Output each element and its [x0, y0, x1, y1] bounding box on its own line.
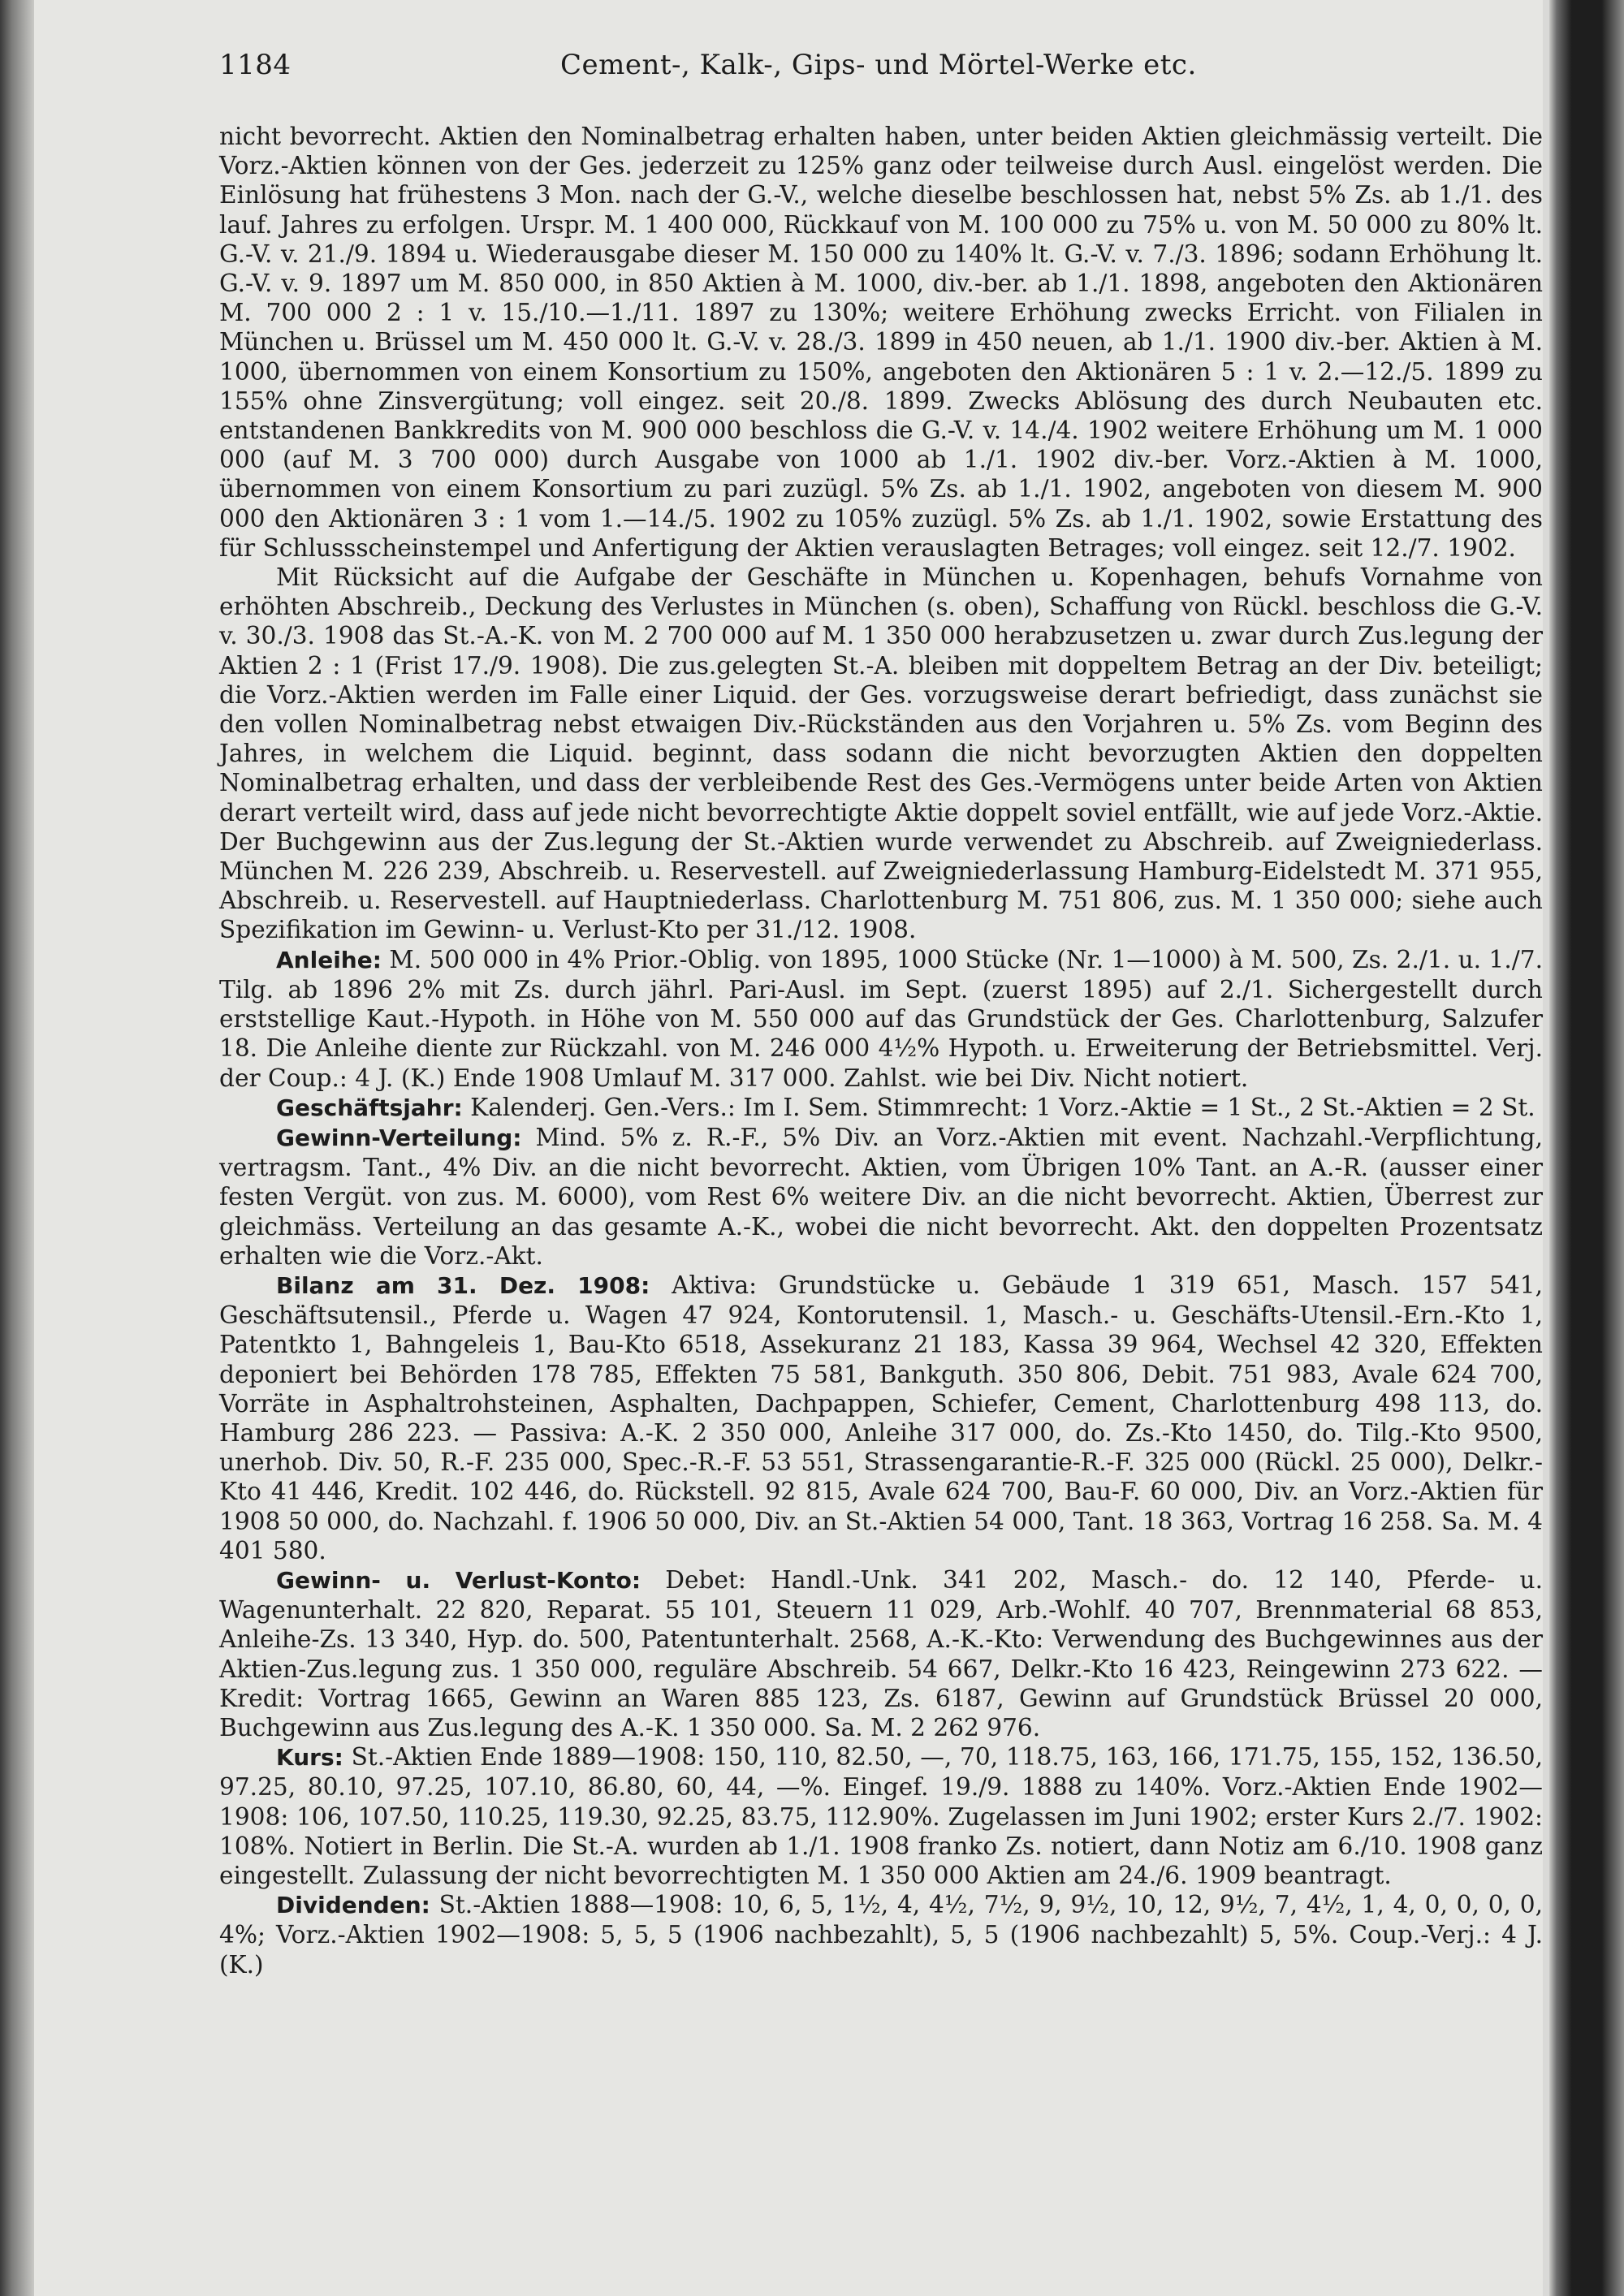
- paragraph-fiscal-year: [219, 1093, 1543, 1123]
- left-binding-shadow: [0, 0, 34, 2296]
- paragraph-heading: Kurs:: [276, 1744, 343, 1772]
- paragraph-heading: Anleihe:: [276, 946, 382, 973]
- paragraph-profit-loss: [219, 1565, 1543, 1742]
- paragraph-text: St.-Aktien Ende 1889—1908: 150, 110, 82.50, —, 70, 118.75, 163, 166, 171.75, 155, 152, 136.50, 97.25, 80.10, 97.25, 107.10, 86.80, 60, 44, —%. Eingef. 19./9. 1888 zu 140%. Vorz.-Aktien Ende 1902—1908: 106, 107.50, 110.25, 119.30, 92.25, 83.75, 112.90%. Zugelassen im Juni 1902; erster Kurs 2./7. 1902: 108%. Notiert in Berlin. Die St.-A. wurden ab 1./1. 1908 franko Zs. notiert, dann Notiz am 6./10. 1908 ganz eingestellt. Zulassung der nicht bevorrechtigten M. 1 350 000 Aktien am 24./6. 1909 beantragt.: [219, 1743, 1543, 1889]
- paragraph-text: Debet: Handl.-Unk. 341 202, Masch.- do. 12 140, Pferde- u. Wagenunterhalt. 22 820, Reparat. 55 101, Steuern 11 029, Arb.-Wohlf. 40 707, Brennmaterial 68 853, Anleihe-Zs. 13 340, Hyp. do. 500, Patentunterhalt. 2568, A.-K.-Kto: Verwendung des Buchgewinnes aus der Aktien-Zus.legung zus. 1 350 000, reguläre Abschreib. 54 667, Delkr.-Kto 16 423, Reingewinn 273 622. — Kredit: Vortrag 1665, Gewinn an Waren 885 123, Zs. 6187, Gewinn auf Grundstück Brüssel 20 000, Buchgewinn aus Zus.legung des A.-K. 1 350 000. Sa. M. 2 262 976.: [219, 1565, 1544, 1741]
- paragraph-profit-distribution: [219, 1123, 1543, 1271]
- paragraph-heading: Gewinn-Verteilung:: [276, 1124, 522, 1151]
- paragraph-balance-sheet: [219, 1271, 1543, 1565]
- paragraph-capital: [219, 122, 1543, 563]
- running-title: Cement-, Kalk-, Gips- und Mörtel-Werke etc.: [560, 49, 1197, 81]
- paragraph-heading: Bilanz am 31. Dez. 1908:: [276, 1271, 650, 1299]
- paragraph-text: Mind. 5% z. R.-F., 5% Div. an Vorz.-Aktien mit event. Nachzahl.-Verpflichtung, vertragsm. Tant., 4% Div. an die nicht bevorrecht. Aktien, vom Übrigen 10% Tant. an A.-R. (ausser einer festen Vergüt. von zus. M. 6000), vom Rest 6% weitere Div. an die nicht bevorrecht. Aktien, Überrest zur gleichmäss. Verteilung an das gesamte A.-K., wobei die nicht bevorrecht. Akt. den doppelten Prozentsatz erhalten wie die Vorz.-Akt.: [219, 1123, 1543, 1270]
- page-number: 1184: [219, 49, 292, 81]
- paragraph-heading: Dividenden:: [276, 1892, 430, 1919]
- paragraph-dividends: [219, 1890, 1543, 1979]
- paragraph-heading: Gewinn- u. Verlust-Konto:: [276, 1566, 641, 1594]
- right-binding-shadow: [1549, 0, 1624, 2296]
- paragraph-heading: Geschäftsjahr:: [276, 1094, 463, 1121]
- page-header: [219, 49, 1543, 91]
- paragraph-text: Kalenderj. Gen.-Vers.: Im I. Sem. Stimmrecht: 1 Vorz.-Aktie = 1 St., 2 St.-Aktien = 2 St.: [462, 1093, 1535, 1121]
- paragraph-capital-reduction: [219, 563, 1543, 945]
- paragraph-text: Aktiva: Grundstücke u. Gebäude 1 319 651, Masch. 157 541, Geschäftsutensil., Pferde u. Wagen 47 924, Kontorutensil. 1, Masch.- u. Geschäfts-Utensil.-Ern.-Kto 1, Patentkto 1, Bahngeleis 1, Bau-Kto 6518, Assekuranz 21 183, Kassa 39 964, Wechsel 42 320, Effekten deponiert bei Behörden 178 785, Effekten 75 581, Bankguth. 350 806, Debit. 751 983, Avale 624 700, Vorräte in Asphaltrohsteinen, Asphalten, Dachpappen, Schiefer, Cement, Charlottenburg 498 113, do. Hamburg 286 223. — Passiva: A.-K. 2 350 000, Anleihe 317 000, do. Zs.-Kto 1450, do. Tilg.-Kto 9500, unerhob. Div. 50, R.-F. 235 000, Spec.-R.-F. 53 551, Strassengarantie-R.-F. 325 000 (Rückl. 25 000), Delkr.-Kto 41 446, Kredit. 102 446, do. Rückstell. 92 815, Avale 624 700, Bau-F. 60 000, Div. an Vorz.-Aktien für 1908 50 000, do. Nachzahl. f. 1906 50 000, Div. an St.-Aktien 54 000, Tant. 18 363, Vortrag 16 258. Sa. M. 4 401 580.: [219, 1271, 1543, 1564]
- body-text: [219, 122, 1543, 1979]
- paragraph-text: nicht bevorrecht. Aktien den Nominalbetrag erhalten haben, unter beiden Aktien gleichmässig verteilt. Die Vorz.-Aktien können von der Ges. jederzeit zu 125% ganz oder teilweise durch Ausl. eingelöst werden. Die Einlösung hat frühestens 3 Mon. nach der G.-V., welche dieselbe beschlossen hat, nebst 5% Zs. ab 1./1. des lauf. Jahres zu erfolgen. Urspr. M. 1 400 000, Rückkauf von M. 100 000 zu 75% u. von M. 50 000 zu 80% lt. G.-V. v. 21./9. 1894 u. Wiederausgabe dieser M. 150 000 zu 140% lt. G.-V. v. 7./3. 1896; sodann Erhöhung lt. G.-V. v. 9. 1897 um M. 850 000, in 850 Aktien à M. 1000, div.-ber. ab 1./1. 1898, angeboten den Aktionären M. 700 000 2 : 1 v. 15./10.—1./11. 1897 zu 130%; weitere Erhöhung zwecks Erricht. von Filialen in München u. Brüssel um M. 450 000 lt. G.-V. v. 28./3. 1899 in 450 neuen, ab 1./1. 1900 div.-ber. Aktien à M. 1000, übernommen von einem Konsortium zu 150%, angeboten den Aktionären 5 : 1 v. 2.—12./5. 1899 zu 155% ohne Zinsvergütung; voll eingez. seit 20./8. 1899. Zwecks Ablösung des durch Neubauten etc. entstandenen Bankkredits von M. 900 000 beschloss die G.-V. v. 14./4. 1902 weitere Erhöhung um M. 1 000 000 (auf M. 3 700 000) durch Ausgabe von 1000 ab 1./1. 1902 div.-ber. Vorz.-Aktien à M. 1000, übernommen von einem Konsortium zu pari zuzügl. 5% Zs. ab 1./1. 1902, angeboten von diesem M. 900 000 den Aktionären 3 : 1 vom 1.—14./5. 1902 zu 105% zuzügl. 5% Zs. ab 1./1. 1902, sowie Erstattung des für Schlussscheinstempel und Anfertigung der Aktien verauslagten Betrages; voll eingez. seit 12./7. 1902.: [219, 123, 1543, 562]
- paragraph-text: M. 500 000 in 4% Prior.-Oblig. von 1895, 1000 Stücke (Nr. 1—1000) à M. 500, Zs. 2./1. u. 1./7. Tilg. ab 1896 2% mit Zs. durch jährl. Pari-Ausl. im Sept. (zuerst 1895) auf 2./1. Sichergestellt durch erststellige Kaut.-Hypoth. in Höhe von M. 550 000 auf das Grundstück der Ges. Charlottenburg, Salzufer 18. Die Anleihe diente zur Rückzahl. von M. 246 000 4½% Hypoth. u. Erweiterung der Betriebsmittel. Verj. der Coup.: 4 J. (K.) Ende 1908 Umlauf M. 317 000. Zahlst. wie bei Div. Nicht notiert.: [219, 945, 1543, 1092]
- paragraph-text: Mit Rücksicht auf die Aufgabe der Geschäfte in München u. Kopenhagen, behufs Vornahme von erhöhten Abschreib., Deckung des Verlustes in München (s. oben), Schaffung von Rückl. beschloss die G.-V. v. 30./3. 1908 das St.-A.-K. von M. 2 700 000 auf M. 1 350 000 herabzusetzen u. zwar durch Zus.legung der Aktien 2 : 1 (Frist 17./9. 1908). Die zus.gelegten St.-A. bleiben mit doppeltem Betrag an der Div. beteiligt; die Vorz.-Aktien werden im Falle einer Liquid. der Ges. vorzugsweise derart befriedigt, dass zunächst sie den vollen Nominalbetrag nebst etwaigen Div.-Rückständen aus den Vorjahren u. 5% Zs. vom Beginn des Jahres, in welchem die Liquid. beginnt, dass sodann die nicht bevorzugten Aktien den doppelten Nominalbetrag erhalten, und dass der verbleibende Rest des Ges.-Vermögens unter beide Arten von Aktien derart verteilt wird, dass auf jede nicht bevorrechtigte Aktie doppelt soviel entfällt, wie auf jede Vorz.-Aktie. Der Buchgewinn aus der Zus.legung der St.-Aktien wurde verwendet zu Abschreib. auf Zweigniederlass. München M. 226 239, Abschreib. u. Reservestell. auf Zweigniederlassung Hamburg-Eidelstedt M. 371 955, Abschreib. u. Reservestell. auf Hauptniederlass. Charlottenburg M. 751 806, zus. M. 1 350 000; siehe auch Spezifikation im Gewinn- u. Verlust-Kto per 31./12. 1908.: [219, 563, 1543, 944]
- paragraph-loan: [219, 945, 1543, 1093]
- paragraph-price: [219, 1742, 1543, 1890]
- paragraph-text: St.-Aktien 1888—1908: 10, 6, 5, 1½, 4, 4½, 7½, 9, 9½, 10, 12, 9½, 7, 4½, 1, 4, 0, 0, 0, 0, 4%; Vorz.-Aktien 1902—1908: 5, 5, 5 (1906 nachbezahlt), 5, 5 (1906 nachbezahlt) 5, 5%. Coup.-Verj.: 4 J. (K.): [219, 1891, 1543, 1979]
